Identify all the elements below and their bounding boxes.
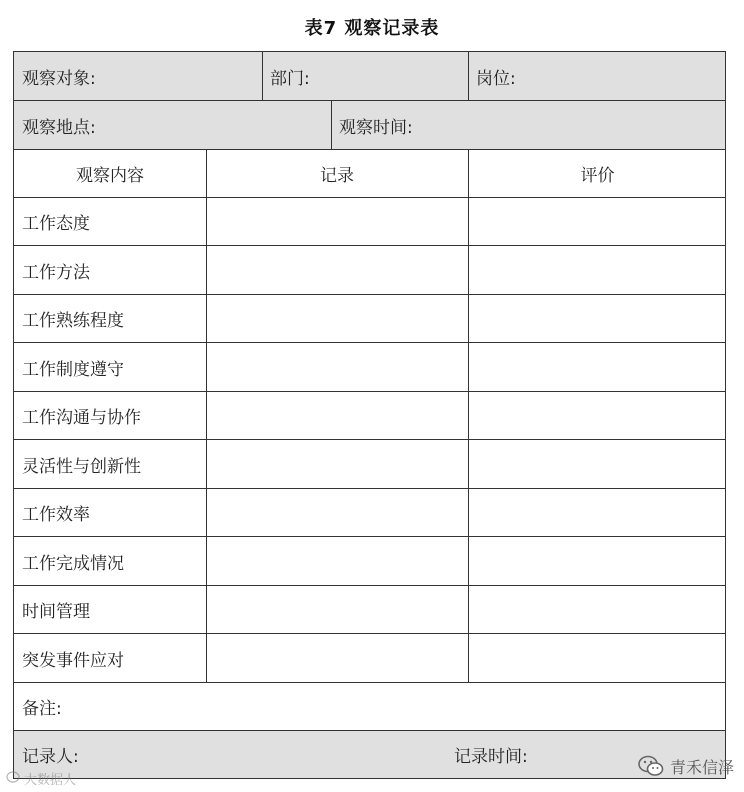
column-header-row [13, 149, 726, 197]
watermark-left [6, 769, 76, 788]
watermark-right-text: 青禾信泽 [669, 757, 734, 777]
record-cell[interactable] [206, 343, 468, 391]
record-cell[interactable] [206, 198, 468, 245]
table-title: 表7 观察记录表 [304, 18, 440, 39]
evaluation-cell[interactable] [468, 440, 727, 488]
item-label: 工作效率 [22, 505, 90, 525]
wechat-icon [638, 755, 664, 777]
column-header-record: 记录 [320, 166, 354, 186]
table-row [13, 488, 726, 536]
observation-time-label: 观察时间: [339, 117, 413, 138]
record-cell[interactable] [206, 537, 468, 585]
column-header-content: 观察内容 [76, 166, 144, 186]
item-label: 工作完成情况 [22, 553, 124, 574]
footer-row [13, 730, 726, 779]
evaluation-cell[interactable] [468, 246, 727, 294]
record-time-label: 记录时间: [454, 747, 528, 767]
table-row [13, 197, 726, 245]
table-row [13, 245, 726, 294]
header-row-1 [13, 51, 726, 100]
item-label: 工作沟通与协作 [22, 408, 141, 428]
record-cell[interactable] [206, 246, 468, 294]
record-cell[interactable] [206, 634, 468, 682]
item-label: 突发事件应对 [22, 650, 124, 671]
table-row [13, 439, 726, 488]
evaluation-cell[interactable] [468, 343, 727, 391]
remarks-label: 备注: [22, 699, 62, 719]
item-label: 时间管理 [22, 602, 90, 622]
observation-location-label: 观察地点: [22, 117, 96, 138]
evaluation-cell[interactable] [468, 295, 727, 342]
record-cell[interactable] [206, 392, 468, 439]
item-label: 工作态度 [22, 214, 90, 234]
table-row [13, 585, 726, 633]
evaluation-cell[interactable] [468, 489, 727, 536]
item-label: 工作方法 [22, 262, 90, 283]
item-label: 工作熟练程度 [22, 311, 124, 331]
watermark-left-text: 大数据人 [24, 773, 77, 788]
evaluation-cell[interactable] [468, 537, 727, 585]
column-header-evaluation: 评价 [580, 166, 615, 186]
record-cell[interactable] [206, 489, 468, 536]
table-row [13, 391, 726, 439]
evaluation-cell[interactable] [468, 586, 727, 633]
remarks-row [13, 682, 726, 730]
watermark-right [638, 746, 734, 786]
header-row-2 [13, 100, 726, 149]
evaluation-cell[interactable] [468, 392, 727, 439]
table-row [13, 342, 726, 391]
recorder-label: 记录人: [22, 747, 79, 767]
record-cell[interactable] [206, 586, 468, 633]
table-row [13, 294, 726, 342]
record-cell[interactable] [206, 295, 468, 342]
item-label: 工作制度遵守 [22, 359, 124, 380]
observation-record-table [13, 51, 726, 779]
position-label: 岗位: [476, 68, 516, 89]
observation-subject-label: 观察对象: [22, 68, 96, 89]
department-label: 部门: [270, 68, 310, 89]
watermark-left-icon [6, 771, 20, 787]
table-row [13, 633, 726, 682]
evaluation-cell[interactable] [468, 634, 727, 682]
evaluation-cell[interactable] [468, 198, 727, 245]
table-row [13, 536, 726, 585]
item-label: 灵活性与创新性 [22, 456, 141, 477]
record-cell[interactable] [206, 440, 468, 488]
